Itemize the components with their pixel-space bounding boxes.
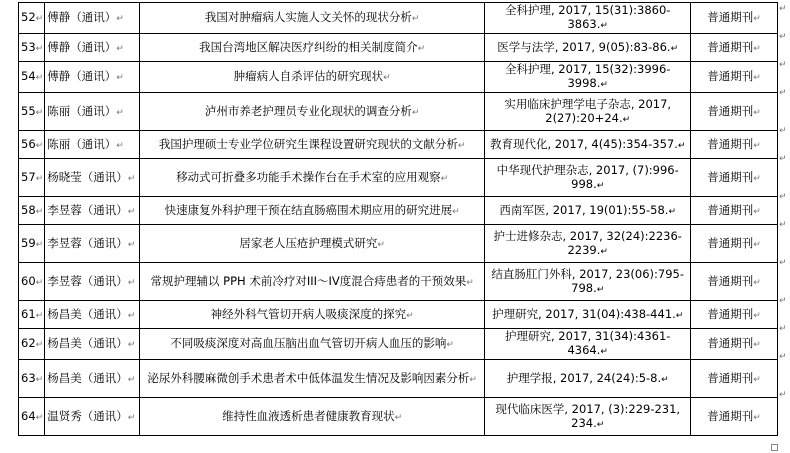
document-page — [18, 2, 778, 436]
journal-type-cell-text: 普通期刊 — [707, 370, 754, 385]
title-cell-text: 我国护理硕士专业学位研究生课程设置研究现状的文献分析 — [158, 136, 458, 151]
author-cell-text: 陈丽（通讯） — [47, 103, 117, 118]
title-cell-text: 不同吸痰深度对高血压脑出血气管切开病人血压的影响 — [170, 336, 447, 350]
paragraph-mark: ↵ — [35, 206, 44, 217]
row-end-mark: ↵ — [779, 390, 787, 400]
author-cell-text: 李昱蓉（通讯） — [47, 235, 128, 250]
row-number — [19, 360, 45, 398]
title-cell — [140, 360, 485, 398]
paragraph-mark: ↵ — [35, 412, 44, 423]
paragraph-mark: ↵ — [753, 173, 761, 184]
journal-type-cell — [691, 398, 778, 436]
author-cell — [45, 159, 140, 197]
source-cell — [485, 197, 691, 225]
source-cell — [485, 263, 691, 301]
row-number — [19, 62, 45, 93]
journal-type-cell-text: 普通期刊 — [707, 336, 754, 350]
paragraph-mark: ↵ — [466, 277, 474, 288]
row-number — [19, 329, 45, 360]
title-cell-text: 肿瘤病人自杀评估的研究现状 — [233, 69, 384, 83]
title-cell-text: 我国台湾地区解决医疗纠纷的相关制度简介 — [199, 39, 418, 54]
paragraph-mark: ↵ — [127, 239, 136, 250]
author-cell-text: 李昱蓉（通讯） — [47, 273, 128, 288]
source-cell — [485, 360, 691, 398]
paragraph-mark: ↵ — [622, 114, 631, 125]
author-cell — [45, 263, 140, 301]
paragraph-mark: ↵ — [127, 206, 136, 217]
row-end-mark: ↵ — [779, 88, 787, 98]
source-cell — [485, 301, 691, 329]
author-cell-text: 陈丽（通讯） — [47, 136, 117, 151]
author-cell-text: 李昱蓉（通讯） — [47, 202, 128, 217]
journal-type-cell-text: 普通期刊 — [707, 169, 754, 184]
title-cell — [140, 93, 485, 131]
row-number — [19, 398, 45, 436]
row-number-text: 61 — [21, 306, 36, 321]
paragraph-mark: ↵ — [753, 374, 761, 385]
title-cell-text: 常规护理辅以 PPH 术前冷疗对III～IV度混合痔患者的干预效果 — [150, 273, 467, 288]
paragraph-mark: ↵ — [35, 239, 44, 250]
author-cell-text: 温贤秀（通讯） — [47, 408, 128, 423]
source-cell-text: 护理研究, 2017, 31(34):4361-4364. — [505, 329, 671, 357]
paragraph-mark: ↵ — [596, 180, 605, 191]
paragraph-mark: ↵ — [469, 374, 477, 385]
paragraph-mark: ↵ — [394, 412, 403, 423]
table-row — [19, 159, 778, 197]
author-cell — [45, 225, 140, 263]
paragraph-mark: ↵ — [35, 374, 44, 385]
title-cell — [140, 131, 485, 159]
journal-type-cell-text: 普通期刊 — [707, 408, 754, 423]
row-number-text: 58 — [21, 202, 36, 217]
source-cell — [485, 3, 691, 34]
paragraph-mark: ↵ — [677, 140, 686, 151]
table-row — [19, 301, 778, 329]
table-row — [19, 263, 778, 301]
row-number — [19, 159, 45, 197]
table-row — [19, 93, 778, 131]
source-cell-text: 中华现代护理杂志, 2017, (7):996-998. — [496, 162, 679, 191]
title-cell — [140, 197, 485, 225]
table-row — [19, 3, 778, 34]
title-cell — [140, 398, 485, 436]
source-cell-text: 结直肠肛门外科, 2017, 23(06):795-798. — [491, 266, 685, 295]
source-cell-text: 护理学报, 2017, 24(24):5-8. — [506, 370, 662, 385]
title-cell — [140, 301, 485, 329]
table-row — [19, 62, 778, 93]
journal-type-cell-text: 普通期刊 — [707, 306, 754, 321]
journal-type-cell — [691, 62, 778, 93]
journal-type-cell — [691, 360, 778, 398]
journal-type-cell-text: 普通期刊 — [707, 69, 754, 83]
journal-type-cell-text: 普通期刊 — [707, 136, 754, 151]
row-number-text: 63 — [21, 370, 36, 385]
title-cell-text: 快速康复外科护理干预在结直肠癌围术期应用的研究进展 — [164, 202, 453, 217]
row-number-text: 53 — [21, 39, 36, 54]
paragraph-mark: ↵ — [440, 173, 449, 184]
row-end-mark: ↵ — [779, 258, 787, 268]
source-cell-text: 现代临床医学, 2017, (3):229-231, 234. — [495, 401, 681, 430]
author-cell-text: 杨昌美（通讯） — [47, 370, 128, 385]
paragraph-mark: ↵ — [600, 347, 608, 357]
paragraph-mark: ↵ — [411, 107, 420, 118]
row-end-mark: ↵ — [779, 32, 787, 42]
row-number-text: 62 — [21, 336, 36, 350]
paragraph-mark: ↵ — [753, 206, 761, 217]
row-number — [19, 3, 45, 34]
paragraph-mark: ↵ — [406, 310, 414, 321]
row-end-mark: ↵ — [779, 126, 787, 136]
paragraph-mark: ↵ — [127, 340, 136, 350]
row-end-mark: ↵ — [779, 296, 787, 306]
paragraph-mark: ↵ — [596, 284, 605, 295]
paragraph-mark: ↵ — [116, 140, 124, 151]
author-cell — [45, 329, 140, 360]
row-number — [19, 225, 45, 263]
title-cell — [140, 3, 485, 34]
paragraph-mark: ↵ — [116, 14, 124, 24]
title-cell — [140, 225, 485, 263]
paragraph-mark: ↵ — [35, 14, 44, 24]
paragraph-mark: ↵ — [753, 277, 761, 288]
row-end-mark: ↵ — [779, 154, 787, 164]
paragraph-mark: ↵ — [600, 80, 608, 90]
journal-type-cell — [691, 159, 778, 197]
title-cell-text: 居家老人压疮护理模式研究 — [239, 235, 378, 250]
title-cell-text: 泸州市养老护理员专业化现状的调查分析 — [204, 103, 412, 118]
table-row — [19, 34, 778, 62]
row-number-text: 57 — [21, 169, 36, 184]
table-row — [19, 225, 778, 263]
paragraph-mark: ↵ — [600, 246, 608, 257]
title-cell — [140, 329, 485, 360]
paragraph-mark: ↵ — [668, 206, 677, 217]
paragraph-mark: ↵ — [35, 340, 44, 350]
title-cell-text: 维持性血液透析患者健康教育现状 — [222, 408, 395, 423]
table-row — [19, 131, 778, 159]
author-cell — [45, 398, 140, 436]
source-cell — [485, 62, 691, 93]
paragraph-mark: ↵ — [600, 21, 608, 31]
source-cell — [485, 34, 691, 62]
paragraph-mark: ↵ — [116, 43, 124, 54]
paragraph-mark: ↵ — [596, 419, 605, 430]
author-cell-text: 傅静（通讯） — [47, 10, 117, 24]
title-cell-text: 神经外科气管切开病人吸痰深度的探究 — [210, 306, 407, 321]
journal-type-cell — [691, 225, 778, 263]
paragraph-mark: ↵ — [127, 310, 136, 321]
row-number — [19, 34, 45, 62]
table-row — [19, 398, 778, 436]
author-cell — [45, 93, 140, 131]
paragraph-mark: ↵ — [411, 14, 420, 24]
paragraph-mark: ↵ — [753, 412, 761, 423]
paragraph-mark: ↵ — [753, 239, 761, 250]
author-cell-text: 傅静（通讯） — [47, 69, 117, 83]
paragraph-mark: ↵ — [127, 173, 136, 184]
source-cell — [485, 329, 691, 360]
author-cell — [45, 360, 140, 398]
paragraph-mark: ↵ — [116, 73, 124, 83]
title-cell — [140, 263, 485, 301]
author-cell-text: 傅静（通讯） — [47, 39, 117, 54]
table-row — [19, 360, 778, 398]
source-cell — [485, 131, 691, 159]
paragraph-mark: ↵ — [127, 277, 136, 288]
row-end-mark: ↵ — [779, 4, 787, 14]
row-end-mark: ↵ — [779, 192, 787, 202]
row-number — [19, 301, 45, 329]
author-cell — [45, 197, 140, 225]
journal-type-cell — [691, 93, 778, 131]
source-cell-text: 护士进修杂志, 2017, 32(24):2236-2239. — [493, 228, 682, 257]
author-cell — [45, 62, 140, 93]
title-cell — [140, 62, 485, 93]
journal-type-cell-text: 普通期刊 — [707, 39, 754, 54]
row-end-mark: ↵ — [779, 324, 787, 334]
source-cell — [485, 225, 691, 263]
row-number-text: 54 — [21, 69, 36, 83]
journal-type-cell — [691, 301, 778, 329]
journal-type-cell-text: 普通期刊 — [707, 103, 754, 118]
journal-type-cell-text: 普通期刊 — [707, 202, 754, 217]
title-cell-text: 泌尿外科腰麻微创手术患者术中低体温发生情况及影响因素分析 — [147, 370, 470, 385]
row-number — [19, 263, 45, 301]
journal-type-cell-text: 普通期刊 — [707, 273, 754, 288]
paragraph-mark: ↵ — [35, 173, 44, 184]
author-cell — [45, 3, 140, 34]
table-row — [19, 197, 778, 225]
journal-type-cell — [691, 197, 778, 225]
paragraph-mark: ↵ — [35, 43, 44, 54]
source-cell-text: 西南军医, 2017, 19(01):55-58. — [499, 202, 669, 217]
paragraph-mark: ↵ — [753, 43, 761, 54]
journal-type-cell — [691, 3, 778, 34]
paragraph-mark: ↵ — [35, 310, 44, 321]
author-cell-text: 杨昌美（通讯） — [47, 336, 128, 350]
publication-table — [18, 2, 778, 436]
source-cell-text: 教育现代化, 2017, 4(45):354-357. — [489, 136, 678, 151]
row-end-mark: ↵ — [779, 60, 787, 70]
source-cell-text: 护理研究, 2017, 31(04):438-441. — [492, 306, 676, 321]
source-cell-text: 全科护理, 2017, 15(32):3996-3998. — [505, 62, 671, 90]
table-row — [19, 329, 778, 360]
title-cell-text: 移动式可折叠多功能手术操作台在手术室的应用观察 — [176, 169, 441, 184]
author-cell-text: 杨昌美（通讯） — [47, 306, 128, 321]
paragraph-mark: ↵ — [675, 310, 684, 321]
row-end-mark: ↵ — [779, 220, 787, 230]
document-end-marker — [771, 444, 778, 451]
row-number-text: 64 — [21, 408, 36, 423]
title-cell — [140, 34, 485, 62]
paragraph-mark: ↵ — [127, 412, 136, 423]
paragraph-mark: ↵ — [116, 107, 124, 118]
journal-type-cell — [691, 131, 778, 159]
paragraph-mark: ↵ — [35, 107, 44, 118]
paragraph-mark: ↵ — [383, 73, 391, 83]
source-cell-text: 医学与法学, 2017, 9(05):83-86. — [497, 39, 671, 54]
paragraph-mark: ↵ — [377, 239, 385, 250]
author-cell — [45, 301, 140, 329]
journal-type-cell-text: 普通期刊 — [707, 10, 754, 24]
publication-table-body — [19, 3, 778, 436]
journal-type-cell — [691, 263, 778, 301]
source-cell — [485, 93, 691, 131]
journal-type-cell — [691, 329, 778, 360]
row-number-text: 60 — [21, 273, 36, 288]
row-number-text: 59 — [21, 235, 36, 250]
row-number — [19, 131, 45, 159]
paragraph-mark: ↵ — [753, 140, 761, 151]
source-cell — [485, 398, 691, 436]
source-cell-text: 实用临床护理学电子杂志, 2017, 2(27):20+24. — [504, 96, 672, 125]
paragraph-mark: ↵ — [35, 73, 44, 83]
paragraph-mark: ↵ — [753, 340, 761, 350]
row-number-text: 56 — [21, 136, 36, 151]
title-cell — [140, 159, 485, 197]
author-cell-text: 杨晓莹（通讯） — [47, 169, 128, 184]
paragraph-mark: ↵ — [127, 374, 136, 385]
author-cell — [45, 131, 140, 159]
row-number-text: 55 — [21, 103, 36, 118]
title-cell-text: 我国对肿瘤病人实施人文关怀的现状分析 — [204, 10, 412, 24]
paragraph-mark: ↵ — [753, 73, 761, 83]
journal-type-cell — [691, 34, 778, 62]
paragraph-mark: ↵ — [661, 374, 669, 385]
author-cell — [45, 34, 140, 62]
paragraph-mark: ↵ — [753, 107, 761, 118]
row-number-text: 52 — [21, 10, 36, 24]
paragraph-mark: ↵ — [753, 14, 761, 24]
paragraph-mark: ↵ — [35, 277, 44, 288]
paragraph-mark: ↵ — [753, 310, 761, 321]
journal-type-cell-text: 普通期刊 — [707, 235, 754, 250]
row-number — [19, 197, 45, 225]
row-end-mark: ↵ — [779, 352, 787, 362]
source-cell-text: 全科护理, 2017, 15(31):3860-3863. — [505, 3, 671, 31]
row-number — [19, 93, 45, 131]
paragraph-mark: ↵ — [670, 43, 679, 54]
paragraph-mark: ↵ — [446, 340, 454, 350]
paragraph-mark: ↵ — [452, 206, 460, 217]
paragraph-mark: ↵ — [35, 140, 44, 151]
paragraph-mark: ↵ — [457, 140, 466, 151]
paragraph-mark: ↵ — [417, 43, 426, 54]
source-cell — [485, 159, 691, 197]
